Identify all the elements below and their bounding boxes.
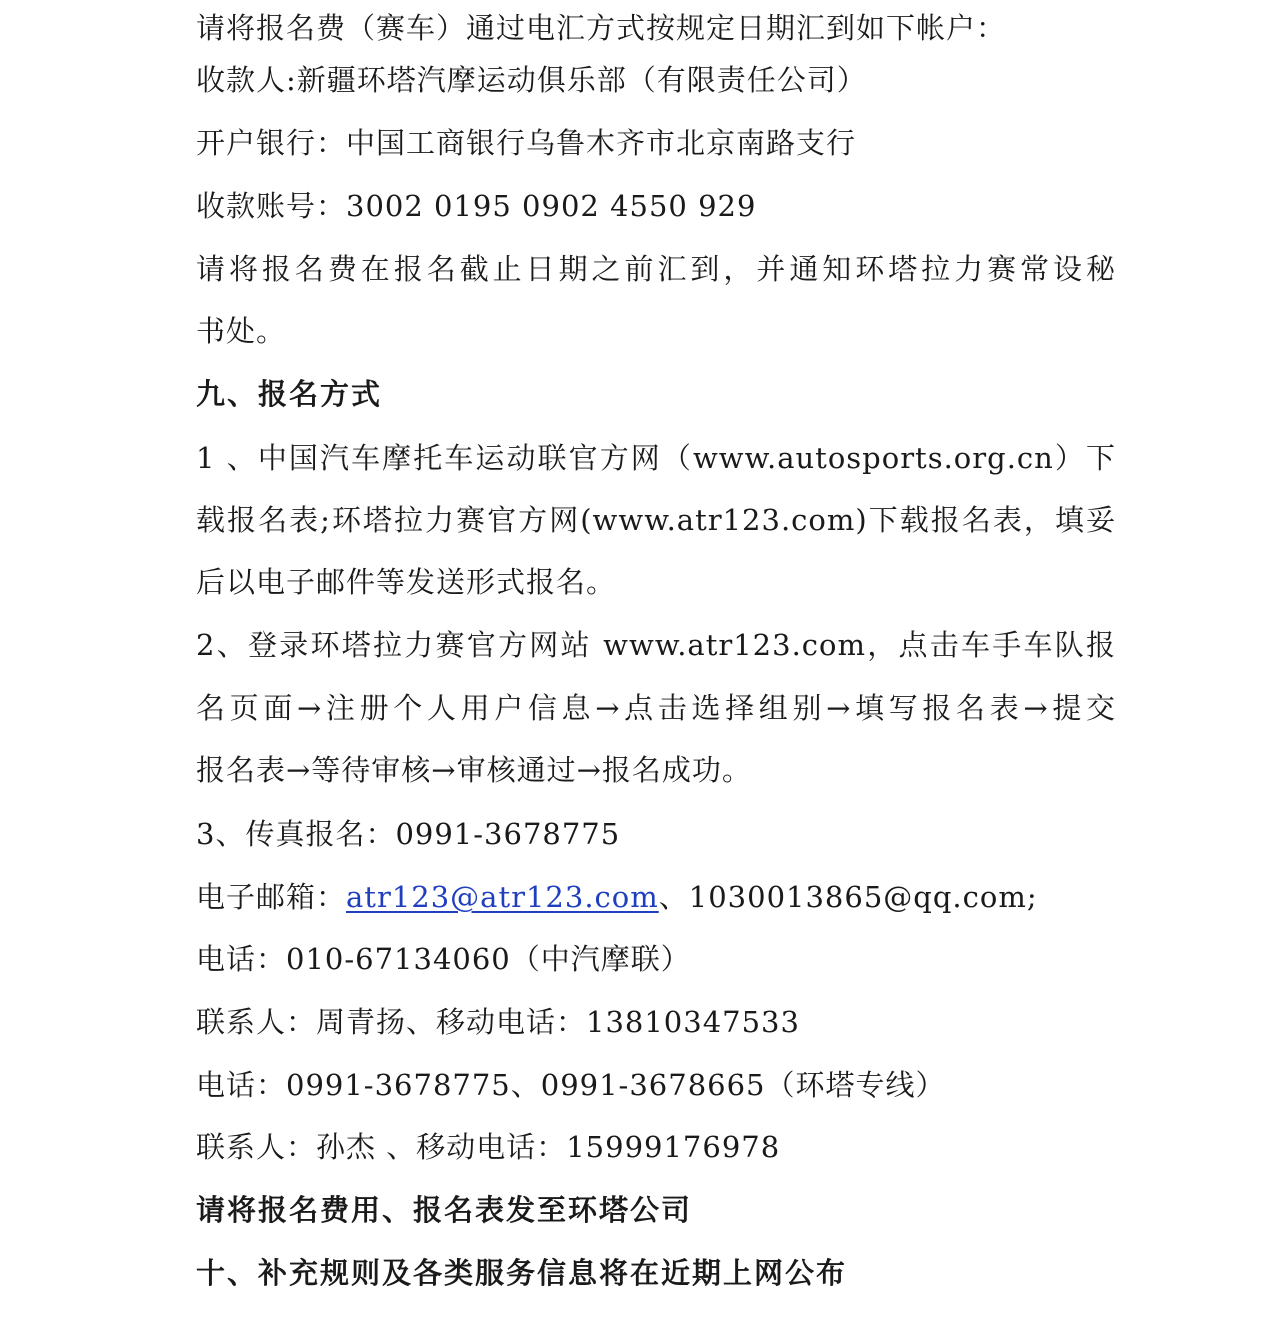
section9-item3-fax: 3、传真报名：0991-3678775 <box>196 817 621 851</box>
payment-account: 收款账号：3002 0195 0902 4550 929 <box>196 189 757 223</box>
section9-item2-line2: 名页面→注册个人用户信息→点击选择组别→填写报名表→提交 <box>196 691 1116 725</box>
email-line <box>196 877 1116 917</box>
section9-item1-line2: 载报名表;环塔拉力赛官方网(www.atr123.com)下载报名表，填妥 <box>196 503 1116 537</box>
email-label: 电子邮箱： <box>196 880 347 914</box>
payment-notice-line2: 书处。 <box>196 314 287 348</box>
contact-zhou: 联系人：周青扬、移动电话：13810347533 <box>196 1005 800 1039</box>
email-link[interactable]: atr123@atr123.com <box>346 880 659 914</box>
email-rest: 、1030013865@qq.com; <box>658 880 1038 914</box>
phone-atr: 电话：0991-3678775、0991-3678665（环塔专线） <box>196 1068 946 1102</box>
payment-notice-line1: 请将报名费在报名截止日期之前汇到，并通知环塔拉力赛常设秘 <box>196 252 1116 286</box>
section9-item2-line3: 报名表→等待审核→审核通过→报名成功。 <box>196 753 752 787</box>
section9-item2-line1: 2、登录环塔拉力赛官方网站 www.atr123.com，点击车手车队报 <box>196 628 1116 662</box>
payment-payee: 收款人:新疆环塔汽摩运动俱乐部（有限责任公司） <box>196 63 867 97</box>
payment-intro: 请将报名费（赛车）通过电汇方式按规定日期汇到如下帐户： <box>196 11 1007 45</box>
section9-heading: 九、报名方式 <box>196 377 383 411</box>
contact-sun: 联系人：孙杰 、移动电话：15999176978 <box>196 1130 781 1164</box>
section9-item1-line3: 后以电子邮件等发送形式报名。 <box>196 565 617 599</box>
phone-cams: 电话：010-67134060（中汽摩联） <box>196 942 691 976</box>
section9-item1-line1: 1 、中国汽车摩托车运动联官方网（www.autosports.org.cn）下 <box>196 441 1116 475</box>
payment-bank: 开户银行：中国工商银行乌鲁木齐市北京南路支行 <box>196 126 857 160</box>
send-note: 请将报名费用、报名表发至环塔公司 <box>196 1193 693 1227</box>
section10-heading: 十、补充规则及各类服务信息将在近期上网公布 <box>196 1256 848 1290</box>
